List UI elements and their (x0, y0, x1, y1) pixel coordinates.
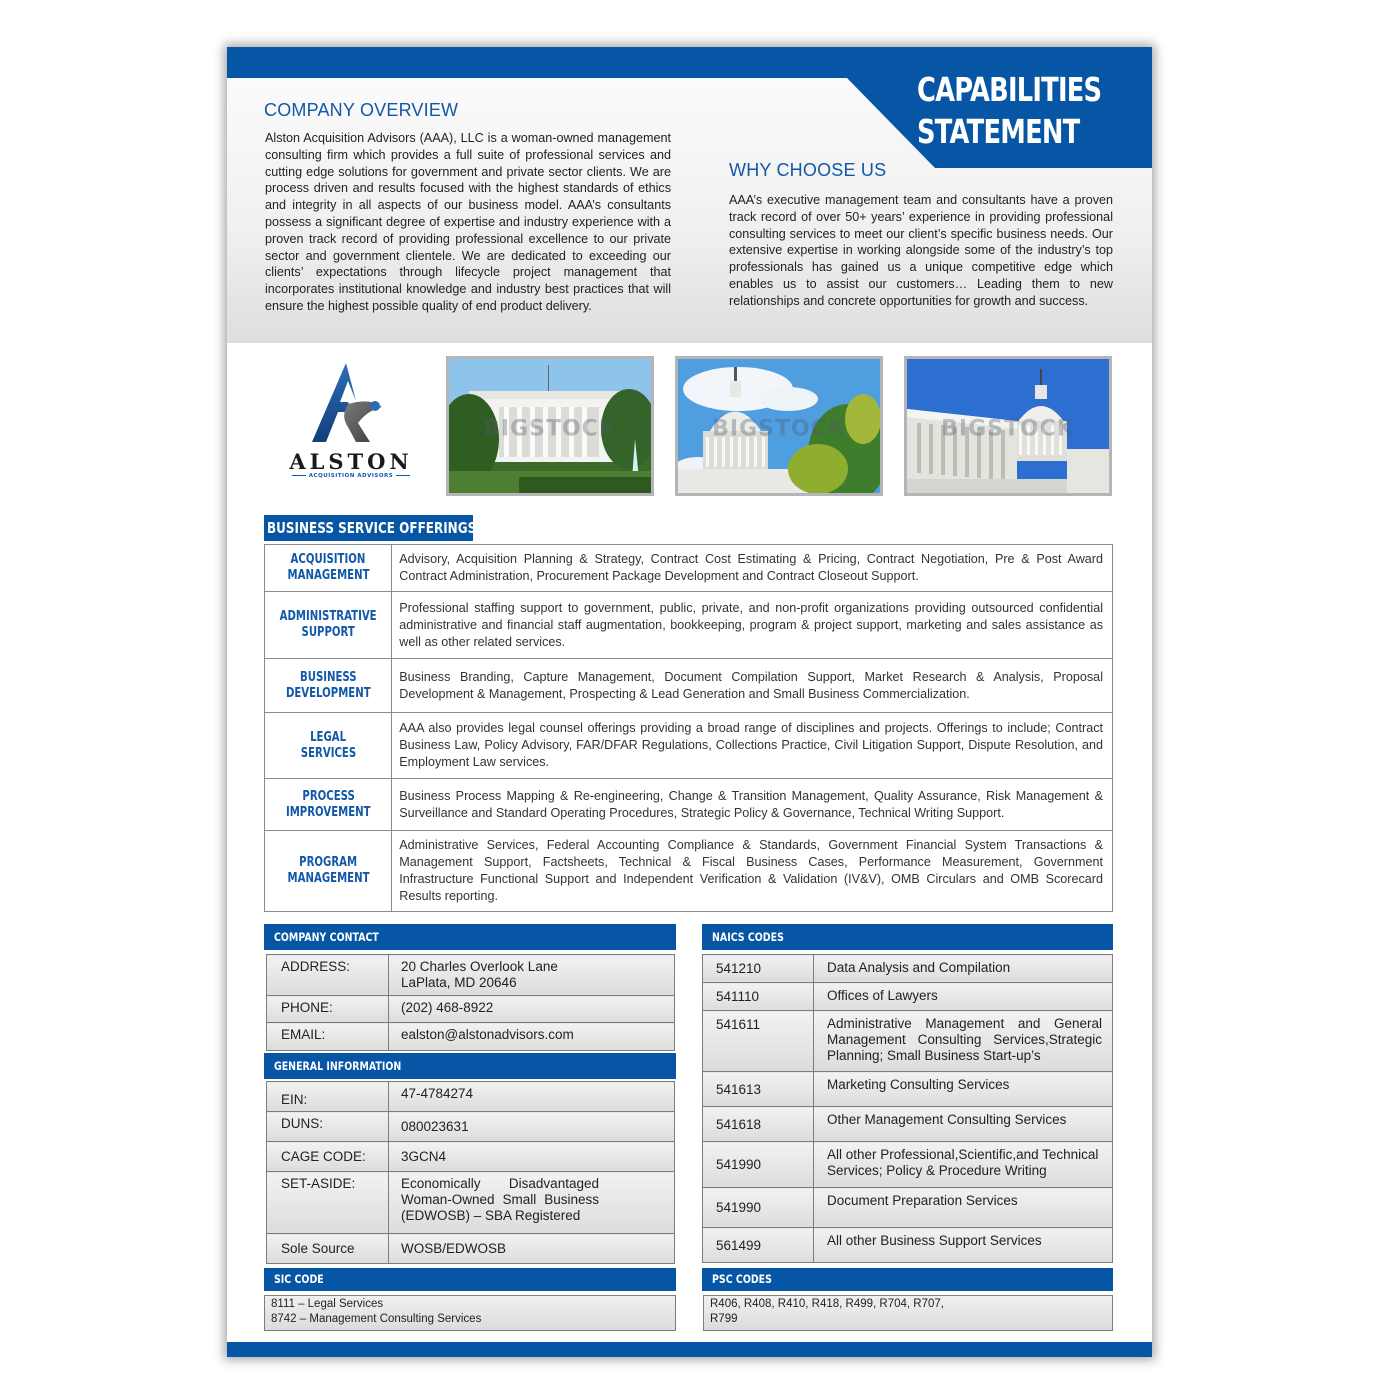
naics-description: Document Preparation Services (814, 1188, 1113, 1228)
service-description: Administrative Services, Federal Accounting Compliance & Standards, Government Financial System Transactions & Management Support, Factsheets, Technical & Fiscal Business Cases, Performance Measurement, Government Infrastructure Functional Support and Independent Verification & Validation (IV&V), OMB Circulars and OMB Scorecard Results reporting. (392, 831, 1113, 912)
service-category: BUSINESS DEVELOPMENT (265, 659, 392, 713)
title-line-1: CAPABILITIES (917, 70, 1102, 109)
naics-code: 561499 (703, 1228, 814, 1263)
psc-heading: PSC CODES (702, 1268, 1113, 1291)
naics-row (703, 1188, 1113, 1228)
white-house-photo (446, 356, 654, 496)
service-category: LEGAL SERVICES (265, 713, 392, 779)
psc-code-line: R799 (710, 1313, 738, 1325)
field-label: PHONE: (267, 996, 389, 1023)
naics-description: Data Analysis and Compilation (814, 955, 1113, 983)
title-line-2: STATEMENT (917, 112, 1080, 151)
email-value[interactable]: ealston@alstonadvisors.com (389, 1023, 675, 1051)
photo-watermark: BIGSTOCK (712, 416, 846, 442)
service-description: Business Process Mapping & Re-engineering, Change & Transition Management, Quality Assurance, Risk Management & Surveillance and Standard Operating Procedures, Strategic Policy & Governance, Technical Writing Support. (392, 779, 1113, 831)
naics-row (703, 983, 1113, 1011)
naics-code: 541210 (703, 955, 814, 983)
psc-codes-box (703, 1295, 1113, 1331)
naics-code: 541618 (703, 1107, 814, 1142)
photo-watermark: BIGSTOCK (941, 416, 1075, 442)
naics-row (703, 955, 1113, 983)
overview-text: Alston Acquisition Advisors (AAA), LLC is a woman-owned management consulting firm which provides a full suite of professional services and cutting edge solutions for government and private sector clients. We are process driven and results focused with the highest standards of ethics and integrity in all aspects of our business model. AAA’s consultants possess a significant degree of expertise and industry experience with a proven track record of providing professional excellence to our private sector and government clientele. We are dedicated to exceeding our clients’ expectations through lifecycle project management that incorporates institutional knowledge and industry best practices that will ensure the highest possible quality of end product delivery. (265, 131, 671, 313)
service-row (265, 659, 1113, 713)
ein-value: 47-4784274 (389, 1082, 675, 1112)
naics-code: 541613 (703, 1072, 814, 1107)
service-row (265, 545, 1113, 592)
service-row (265, 713, 1113, 779)
general-row (267, 1082, 675, 1112)
field-label: EIN: (267, 1082, 389, 1112)
naics-heading: NAICS CODES (702, 924, 1113, 950)
psc-code-line: R406, R408, R410, R418, R499, R704, R707, (710, 1298, 944, 1310)
general-info-table (266, 1081, 675, 1264)
field-label: CAGE CODE: (267, 1142, 389, 1172)
service-description: Business Branding, Capture Management, Document Compilation Support, Market Research & Analysis, Proposal Development & Management, Prospecting & Lead Generation and Small Business Commercialization. (392, 659, 1113, 713)
general-row (267, 1142, 675, 1172)
service-category: ADMINISTRATIVE SUPPORT (265, 592, 392, 659)
bottom-band (227, 1342, 1152, 1357)
field-label: Sole Source (267, 1234, 389, 1264)
naics-code: 541110 (703, 983, 814, 1011)
naics-row (703, 1142, 1113, 1188)
why-text: AAA’s executive management team and consultants have a proven track record of over 50+ years’ experience in providing professional consulting services to meet our client’s specific business needs. Our extensive expertise in working alongside some of the industry’s top professionals has gained us a unique competitive edge which enables us to assist our customers… Leading them to new relationships and concrete opportunities for growth and success. (729, 193, 1113, 308)
naics-description: Offices of Lawyers (814, 983, 1113, 1011)
field-label: ADDRESS: (267, 955, 389, 996)
capabilities-statement-page (227, 47, 1152, 1357)
phone-value[interactable]: (202) 468-8922 (389, 996, 675, 1023)
general-row (267, 1172, 675, 1234)
general-info-heading: GENERAL INFORMATION (264, 1053, 676, 1079)
logo-tagline: ACQUISITION ADVISORS (286, 473, 416, 479)
naics-description: All other Professional,Scientific,and Technical Services; Policy & Procedure Writing (814, 1142, 1113, 1188)
contact-row-address (267, 955, 675, 996)
contact-row-email (267, 1023, 675, 1051)
naics-row (703, 1011, 1113, 1072)
field-label: SET-ASIDE: (267, 1172, 389, 1234)
service-category: ACQUISITION MANAGEMENT (265, 545, 392, 592)
general-row (267, 1234, 675, 1264)
sic-code-line: 8111 – Legal Services (271, 1298, 384, 1310)
naics-description: Marketing Consulting Services (814, 1072, 1113, 1107)
set-aside-value: Economically Disadvantaged Woman-Owned Small Business (EDWOSB) – SBA Registered (389, 1172, 675, 1234)
naics-code: 541990 (703, 1188, 814, 1228)
field-label: EMAIL: (267, 1023, 389, 1051)
naics-table (702, 954, 1113, 1263)
capitol-dome-photo (675, 356, 883, 496)
cage-code-value: 3GCN4 (389, 1142, 675, 1172)
contact-heading: COMPANY CONTACT (264, 924, 676, 950)
service-row (265, 592, 1113, 659)
service-row (265, 779, 1113, 831)
naics-description: Other Management Consulting Services (814, 1107, 1113, 1142)
sic-code-line: 8742 – Management Consulting Services (271, 1313, 482, 1325)
contact-table (266, 954, 675, 1051)
sic-heading: SIC CODE (264, 1268, 676, 1291)
service-category: PROCESS IMPROVEMENT (265, 779, 392, 831)
page-title (917, 69, 1102, 153)
naics-row (703, 1072, 1113, 1107)
services-heading: BUSINESS SERVICE OFFERINGS (264, 515, 473, 541)
naics-code: 541990 (703, 1142, 814, 1188)
contact-row-phone (267, 996, 675, 1023)
services-table (264, 544, 1113, 912)
service-row (265, 831, 1113, 912)
naics-code: 541611 (703, 1011, 814, 1072)
naics-row (703, 1107, 1113, 1142)
why-heading: WHY CHOOSE US (729, 160, 887, 180)
service-description: Advisory, Acquisition Planning & Strategy, Contract Cost Estimating & Pricing, Contract Negotiation, Pre & Post Award Contract Administration, Procurement Package Development and Contract Closeout Support. (392, 545, 1113, 592)
overview-heading: COMPANY OVERVIEW (264, 100, 459, 120)
general-row (267, 1112, 675, 1142)
field-label: DUNS: (267, 1112, 389, 1142)
sic-codes-box (264, 1295, 676, 1331)
photo-watermark: BIGSTOCK (483, 416, 617, 442)
address-value: 20 Charles Overlook Lane LaPlata, MD 20646 (389, 955, 675, 996)
naics-description: Administrative Management and General Management Consulting Services,Strategic Planning; Small Business Start-up’s (814, 1011, 1113, 1072)
logo-name: ALSTON (289, 449, 413, 474)
naics-row (703, 1228, 1113, 1263)
duns-value: 080023631 (389, 1112, 675, 1142)
service-description: Professional staffing support to government, public, private, and non-profit organizations providing outsourced confidential administrative and financial staff augmentation, bookkeeping, program & project support, marketing and sales assistance as well as other related services. (392, 592, 1113, 659)
service-description: AAA also provides legal counsel offerings providing a broad range of disciplines and projects. Offerings to include; Contract Business Law, Policy Advisory, FAR/DFAR Regulations, Collections Practice, Civil Litigation Support, Dispute Resolution, and Employment Law services. (392, 713, 1113, 779)
sole-source-value: WOSB/EDWOSB (389, 1234, 675, 1264)
service-category: PROGRAM MANAGEMENT (265, 831, 392, 912)
alston-logo (282, 359, 417, 484)
naics-description: All other Business Support Services (814, 1228, 1113, 1263)
capitol-building-photo (904, 356, 1112, 496)
